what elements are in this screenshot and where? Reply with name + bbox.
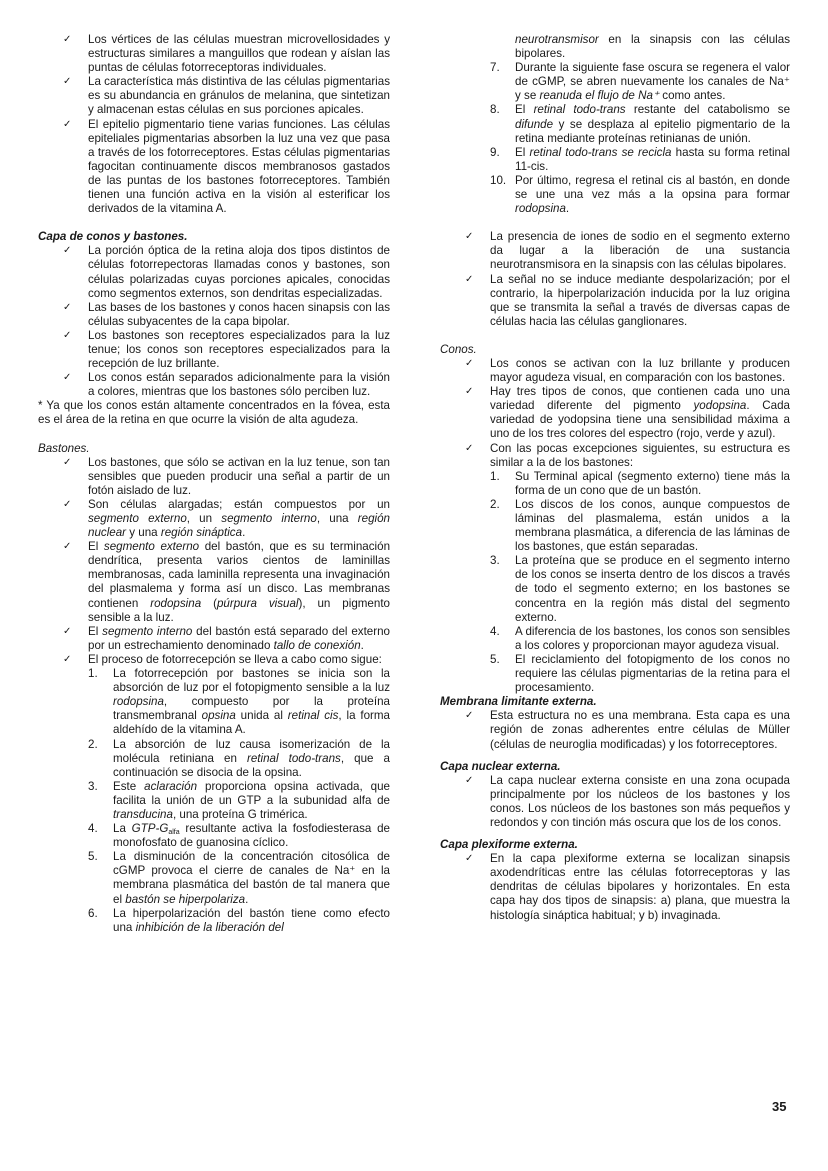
- text-run: , compuesto por la proteína transmembranal: [113, 695, 390, 723]
- list-number: 10.: [490, 173, 507, 187]
- text-run: La señal no se induce mediante despolarización; por el contrario, la hiperpolarización inducida por la luz origina que se transmita la señal a través de diversas capas de células hacia las células ganglionares.: [490, 272, 790, 328]
- numbered-item: [88, 738, 390, 780]
- text-run: Capa plexiforme externa.: [440, 838, 578, 852]
- italic-text: bastón se hiperpolariza: [125, 892, 246, 906]
- left-column: [38, 33, 390, 935]
- text-run: , un: [186, 512, 222, 525]
- bullet-item: [38, 329, 390, 371]
- text-run: El: [515, 103, 534, 117]
- italic-text: tallo de conexión: [273, 638, 361, 652]
- text-run: .: [565, 202, 570, 216]
- check-mark-icon: ✓: [465, 442, 474, 454]
- text-run: restante del catabolismo se: [625, 103, 791, 117]
- italic-text: aclaración: [144, 779, 198, 793]
- text-run: La presencia de iones de sodio en el segmento externo da lugar a la liberación de una sustancia neurotransmisora en la sinapsis con las células bipolares.: [490, 230, 790, 272]
- list-number: 3.: [88, 779, 98, 793]
- text-run: Los discos de los conos, aunque compuestos de láminas del plasmalema, están unidos a la membrana plasmática, a diferencia de las láminas de los bastones, que están separadas.: [515, 497, 790, 554]
- text-run: Los bastones, que sólo se activan en la luz tenue, son tan sensibles que pueden producir una señal a partir de un fotón aislado de luz.: [88, 455, 390, 497]
- numbered-item: [88, 667, 390, 737]
- section-heading: [38, 230, 390, 244]
- italic-text: opsina: [201, 709, 236, 723]
- check-mark-icon: ✓: [63, 34, 72, 45]
- bullet-item: [440, 852, 790, 922]
- check-mark-icon: ✓: [63, 456, 72, 468]
- note-paragraph: [38, 399, 390, 427]
- check-mark-icon: ✓: [63, 76, 72, 88]
- text-run: La: [113, 822, 132, 836]
- text-run: Durante la siguiente fase oscura se regenera el valor de cGMP, se abren nuevamente los canales de Na⁺ y se: [515, 61, 790, 103]
- text-run: El proceso de fotorrecepción se lleva a cabo como sigue:: [88, 652, 382, 666]
- numbered-item: [88, 907, 390, 935]
- italic-text: onos.: [448, 342, 477, 356]
- bullet-list: [440, 357, 790, 695]
- text-run: del bastón, que es su terminación dendrítica, presenta varios cientos de laminillas membranosas, cada laminilla representa una invaginación del plasmalema y forma así un disco. Las membranas contienen: [88, 540, 391, 610]
- bullet-item: [440, 709, 790, 751]
- list-number: 4.: [88, 822, 98, 836]
- list-number: 4.: [490, 624, 500, 638]
- check-mark-icon: ✓: [465, 774, 474, 786]
- italic-text: región nuclear: [88, 512, 391, 540]
- section-heading: [440, 838, 790, 852]
- text-run: Por último, regresa el retinal cis al bastón, en donde se une una vez más a la opsina para formar: [515, 173, 790, 202]
- numbered-item: [88, 780, 390, 822]
- text-run: .: [360, 638, 364, 652]
- numbered-item: [490, 554, 790, 624]
- italic-text: rodopsina: [113, 695, 164, 709]
- list-number: 8.: [490, 103, 500, 117]
- text-run: El: [515, 145, 530, 159]
- italic-text: retinal cis: [287, 709, 339, 723]
- bullet-item: [38, 371, 390, 399]
- text-run: La capa nuclear externa consiste en una zona ocupada principalmente por los núcleos de los bastones y los conos. Los núcleos de los bastones son más pequeños y redondos y con tinción más oscura que los de los conos.: [490, 773, 790, 829]
- numbered-item: [490, 103, 790, 145]
- text-run: A diferencia de los bastones, los conos son sensibles a los colores y proporcionan mayor agudeza visual.: [515, 624, 790, 652]
- section-heading: [440, 695, 790, 709]
- bullet-item: [38, 653, 390, 935]
- bullet-list: [440, 774, 790, 830]
- bullet-list: [440, 852, 790, 922]
- text-run: como antes.: [659, 89, 726, 103]
- list-number: 7.: [490, 61, 500, 75]
- text-run: La fotorrecepción por bastones se inicia son la absorción de luz por el fotopigmento sensible a la luz: [113, 667, 390, 695]
- numbered-item: [88, 822, 390, 850]
- text-run: Membrana limitante externa.: [440, 695, 597, 709]
- text-run: hasta su forma retinal 11-cis.: [515, 145, 791, 173]
- italic-text: reanuda el flujo de Na⁺: [539, 89, 660, 103]
- check-mark-icon: ✓: [63, 625, 72, 637]
- bullet-item: [38, 301, 390, 329]
- list-number: 2.: [88, 737, 98, 751]
- text-run: El: [88, 624, 103, 638]
- check-mark-icon: ✓: [63, 118, 72, 130]
- check-mark-icon: ✓: [63, 301, 72, 313]
- italic-text: retinal todo-trans: [246, 751, 341, 765]
- text-run: El: [88, 540, 104, 554]
- text-run: La porción óptica de la retina aloja dos tipos distintos de células fotorrepectoras llamadas conos y bastones, son células polarizadas cuyas porciones apicales, conocidas como segmentos externos, son dendritas especializadas.: [88, 244, 390, 300]
- italic-text: región sináptica: [160, 526, 243, 540]
- text-run: ), un pigmento sensible a la luz.: [88, 596, 390, 624]
- italic-text: segmento interno: [102, 624, 193, 638]
- text-run: Los conos están separados adicionalmente para la visión a colores, mientras que los bastones sólo perciben luz.: [88, 371, 390, 399]
- text-run: , una proteína G trimérica.: [172, 807, 308, 821]
- check-mark-icon: ✓: [465, 853, 474, 865]
- bullet-item: [440, 442, 790, 696]
- list-number: 1.: [88, 667, 98, 681]
- italic-text: difunde: [515, 117, 554, 131]
- bullet-item: [38, 456, 390, 498]
- italic-text: GTP-G: [131, 822, 169, 836]
- spacer: [440, 329, 790, 343]
- text-run: Son células alargadas; están compuestos por un: [88, 497, 390, 511]
- numbered-item: [490, 625, 790, 653]
- numbered-item: [490, 498, 790, 554]
- italic-text: inhibición de la liberación del: [135, 920, 284, 934]
- italic-text: rodopsina: [150, 596, 202, 610]
- numbered-list: [88, 667, 390, 935]
- check-mark-icon: ✓: [465, 357, 474, 369]
- check-mark-icon: ✓: [465, 273, 474, 285]
- italic-text: neurotransmisor: [515, 33, 599, 46]
- bullet-item: [38, 244, 390, 300]
- italic-text: segmento externo: [103, 540, 200, 554]
- italic-text: segmento interno: [221, 512, 317, 525]
- text-run: La absorción de luz causa isomerización de la molécula retiniana en: [113, 737, 390, 765]
- text-run: El reciclamiento del fotopigmento de los conos no requiere las células pigmentarias de la retina para el procesamiento.: [515, 652, 790, 695]
- check-mark-icon: ✓: [465, 710, 474, 722]
- text-run: Con las pocas excepciones siguientes, su estructura es similar a la de los bastones:: [490, 441, 790, 469]
- text-run: En la capa plexiforme externa se localizan sinapsis axodendríticas entre las células fotorreceptoras y las dendritas de células bipolares y horizontales. En esta capa hay dos tipos de sinapsis: a) plana, que muestra la histología sináptica habitual; y b) invaginada.: [490, 852, 790, 922]
- italic-text: retinal todo-trans se recicla: [529, 145, 672, 159]
- text-run: del bastón está separado del externo por un estrechamiento denominado: [88, 624, 390, 652]
- text-run: .: [242, 526, 246, 540]
- italic-text: Bastones.: [38, 441, 90, 455]
- text-run: resultante activa la fosfodiesterasa de monofosfato de guanosina cíclico.: [113, 822, 390, 850]
- text-run: , la forma aldehído de la vitamina A.: [113, 709, 391, 737]
- text-run: y se desplaza al epitelio pigmentario de la retina mediante proteínas retinianas de unión.: [515, 117, 790, 145]
- text-run: Hay tres tipos de conos, que contienen cada uno una variedad diferente del pigmento: [490, 385, 790, 413]
- text-run: Los conos se activan con la luz brillante y producen mayor agudeza visual, en comparación con los bastones.: [490, 356, 790, 385]
- numbered-item: [490, 146, 790, 174]
- bullet-list: [38, 244, 390, 399]
- text-run: Capa de conos y bastones: [38, 230, 185, 244]
- numbered-item: [490, 470, 790, 498]
- bullet-list: [38, 456, 390, 935]
- spacer: [38, 216, 390, 230]
- text-run: Esta estructura no es una membrana. Esta capa es una región de zonas adherentes entre células de Müller (células de neuroglia modificadas) y los fotorreceptores.: [490, 709, 790, 751]
- numbered-item: [490, 61, 790, 103]
- bullet-item: [38, 498, 390, 540]
- bullet-item: [440, 357, 790, 385]
- italic-text: retinal todo-trans: [533, 103, 626, 117]
- spacer: [38, 428, 390, 442]
- text-run: en la sinapsis con las células bipolares.: [515, 33, 790, 61]
- text-run: Las bases de los bastones y conos hacen sinapsis con las células subyacentes de la capa bipolar.: [88, 300, 390, 328]
- spacer: [440, 830, 790, 838]
- text-run: proporciona opsina activada, que facilita la unión de un GTP a la subunidad alfa de: [113, 779, 391, 807]
- text-run: C: [440, 342, 449, 356]
- bullet-item: [38, 625, 390, 653]
- numbered-item: [490, 653, 790, 695]
- text-run: y una: [126, 526, 161, 540]
- check-mark-icon: ✓: [63, 329, 72, 341]
- check-mark-icon: ✓: [63, 498, 72, 510]
- numbered-list: [440, 33, 790, 216]
- check-mark-icon: ✓: [63, 245, 72, 257]
- check-mark-icon: ✓: [63, 372, 72, 384]
- text-run: Su Terminal apical (segmento externo) tiene más la forma de un cono que de un bastón.: [515, 469, 790, 497]
- bullet-item: [38, 118, 390, 217]
- list-number: 3.: [490, 554, 500, 568]
- bullet-list: [440, 709, 790, 751]
- bullet-list: [38, 33, 390, 216]
- italic-text: transducina: [113, 807, 173, 821]
- bullet-item: [440, 273, 790, 329]
- text-run: .: [245, 892, 249, 906]
- text-run: La disminución de la concentración citosólica de cGMP provoca el cierre de canales de Na⁺ en la membrana plasmática del bastón de tal manera que el: [113, 850, 390, 906]
- bullet-item: [440, 774, 790, 830]
- bullet-item: [440, 385, 790, 441]
- text-run: La característica más distintiva de las células pigmentarias es su abundancia en gránulos de melanina, que sintetizan y almacenan estas células en sus porciones apicales.: [88, 75, 390, 117]
- italic-text: yodopsina: [693, 399, 747, 413]
- bullet-item: [38, 33, 390, 75]
- text-run: unida al: [235, 709, 288, 723]
- list-number: 6.: [88, 906, 98, 920]
- text-run: El epitelio pigmentario tiene varias funciones. Las células epiteliales pigmentarias absorben la luz una vez que pasa a través de los fotorreceptores. Estas células pigmentarias fagocitan continuamente discos membranosos gastados de las puntas de los bastones fotorreceptores. También tienen una función activa en la visión al esterificar los derivados de la vitamina A.: [88, 117, 390, 216]
- check-mark-icon: ✓: [465, 231, 474, 243]
- list-number: 5.: [88, 850, 98, 864]
- subscript-text: alfa: [168, 829, 180, 837]
- bullet-item: [440, 230, 790, 272]
- text-run: (: [201, 596, 217, 610]
- spacer: [440, 752, 790, 760]
- right-column: [440, 33, 790, 923]
- numbered-item: [490, 174, 790, 216]
- text-run: * Ya que los conos están altamente concentrados en la fóvea, esta es el área de la retina en que ocurre la visión de alta agudeza.: [38, 399, 390, 427]
- text-run: La hiperpolarización del bastón tiene como efecto una: [113, 906, 390, 934]
- numbered-list: [490, 470, 790, 696]
- italic-text: segmento externo: [88, 512, 187, 525]
- text-run: Este: [113, 779, 145, 793]
- section-heading: [440, 343, 790, 357]
- text-run: . Cada variedad de yodopsina tiene una sensibilidad máxima a uno de los tres colores del espectro (rojo, verde y azul).: [490, 399, 790, 441]
- text-run: La proteína que se produce en el segmento interno de los conos se inserta dentro de los discos a través de todo el segmento externo; en los bastones se concentra en la región más distal del segmento externo.: [515, 554, 790, 624]
- list-number: 2.: [490, 497, 500, 511]
- text-run: Los bastones son receptores especializados para la luz tenue; los conos son receptores especializados para la recepción de luz brillante.: [88, 328, 390, 371]
- text-run: Los vértices de las células muestran microvellosidades y estructuras similares a manguillos que rodean y aíslan las puntas de células fotorreceptoras individuales.: [88, 33, 390, 75]
- check-mark-icon: ✓: [465, 386, 474, 398]
- list-number: 5.: [490, 652, 500, 666]
- numbered-item: [490, 33, 790, 61]
- bullet-item: [38, 540, 390, 625]
- text-run: , que a continuación se disocia de la opsina.: [113, 751, 390, 779]
- spacer: [440, 216, 790, 230]
- bullet-list: [440, 230, 790, 329]
- numbered-item: [88, 850, 390, 906]
- bullet-item: [38, 75, 390, 117]
- italic-text: púrpura visual: [216, 596, 299, 610]
- text-run: Capa nuclear externa.: [440, 759, 561, 773]
- check-mark-icon: ✓: [63, 541, 72, 553]
- italic-text: rodopsina: [515, 202, 566, 216]
- list-number: 1.: [490, 469, 500, 483]
- page-number: 35: [772, 1099, 787, 1114]
- section-heading: [38, 442, 390, 456]
- text-run: , una: [316, 512, 358, 525]
- check-mark-icon: ✓: [63, 653, 72, 665]
- list-number: 9.: [490, 145, 500, 159]
- text-run: .: [184, 230, 188, 244]
- section-heading: [440, 760, 790, 774]
